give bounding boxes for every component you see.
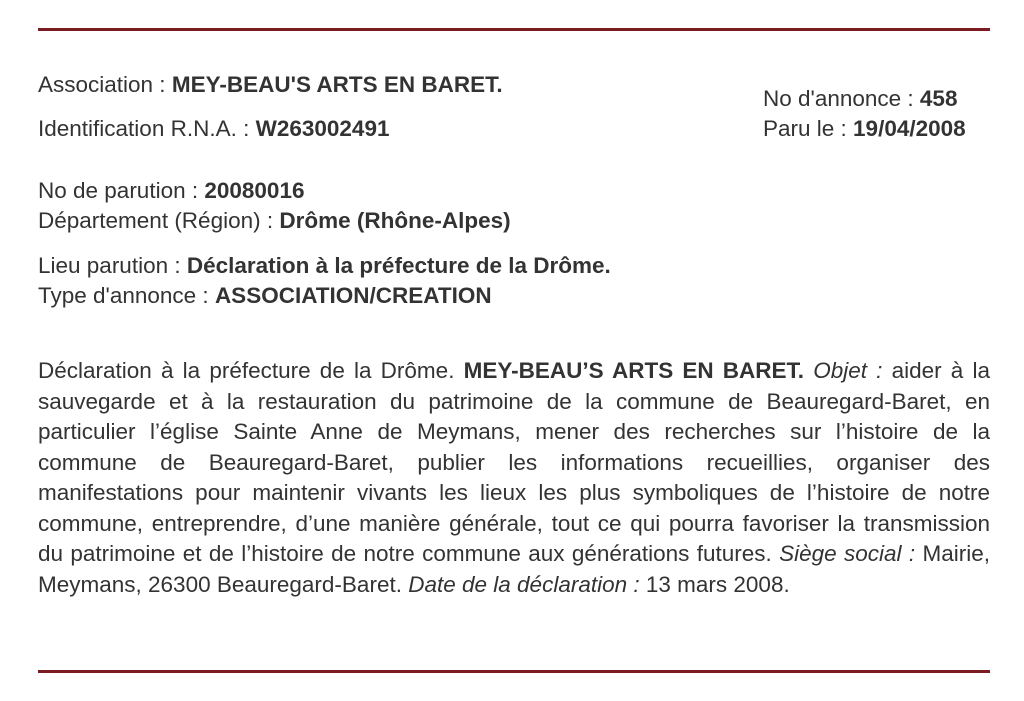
top-divider: [38, 28, 990, 31]
rna-value: W263002491: [255, 116, 390, 141]
rna-label: Identification R.N.A. :: [38, 116, 256, 141]
type-label: Type d'annonce :: [38, 283, 215, 308]
lieu-line: [38, 255, 611, 278]
objet-text: aider à la sauvegarde et à la restauration du patrimoine de la commune de Beauregard-Baret, en particulier l’église Sainte Anne de Meymans, mener des recherches sur l’histoire de la commune de Beauregard-Baret, publier les informations recueillies, organiser des manifestations pour maintenir vivants les lieux les plus symboliques de l’histoire de notre commune, entreprendre, d’une manière générale, tout ce qui pourra favoriser la transmission du patrimoine et de l’histoire de notre commune aux générations futures.: [38, 358, 990, 566]
departement-label: Département (Région) :: [38, 208, 280, 233]
bottom-divider: [38, 670, 990, 673]
association-line: [38, 74, 503, 97]
siege-text: Mairie, Meymans, 26300 Beauregard-Baret.: [38, 541, 991, 597]
rna-line: [38, 118, 389, 141]
departement-value: Drôme (Rhône-Alpes): [279, 208, 511, 233]
body-intro: Déclaration à la préfecture de la Drôme.: [38, 358, 464, 383]
announcement-body: [38, 356, 990, 600]
objet-label: Objet :: [813, 358, 883, 383]
parution-label: No de parution :: [38, 178, 205, 203]
siege-label: Siège social :: [779, 541, 916, 566]
date-label: Date de la déclaration :: [408, 571, 640, 597]
annonce-label: No d'annonce :: [763, 86, 920, 111]
annonce-value: 458: [919, 86, 958, 111]
type-value: ASSOCIATION/CREATION: [214, 283, 492, 308]
date-text: 13 mars 2008.: [639, 571, 790, 597]
association-value: MEY-BEAU'S ARTS EN BARET.: [171, 72, 503, 97]
association-label: Association :: [38, 72, 172, 97]
body-association-name: MEY-BEAU’S ARTS EN BARET.: [463, 358, 805, 383]
lieu-label: Lieu parution :: [38, 253, 187, 278]
annonce-line: [763, 88, 957, 111]
lieu-value: Déclaration à la préfecture de la Drôme.: [186, 253, 611, 278]
paru-label: Paru le :: [763, 116, 854, 141]
departement-line: [38, 210, 511, 233]
type-line: [38, 285, 492, 308]
parution-value: 20080016: [204, 178, 305, 203]
paru-value: 19/04/2008: [853, 116, 966, 141]
paru-line: [763, 118, 966, 141]
parution-line: [38, 180, 304, 203]
